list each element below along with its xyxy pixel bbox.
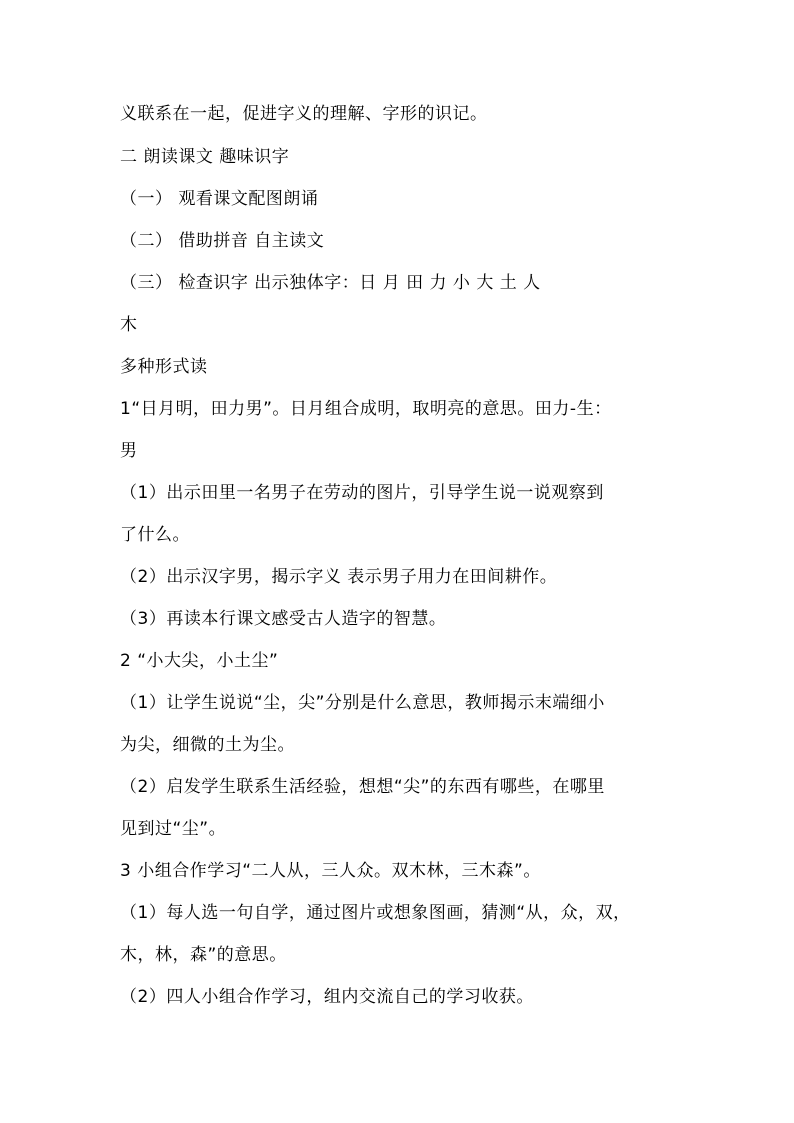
step-3-1: （1）每人选一句自学，通过图片或想象图画，猜测“从，众，双， bbox=[120, 903, 631, 923]
text-line-wrap-2: 男 bbox=[120, 441, 138, 461]
subsection-heading-2: （二） 借助拼音 自主读文 bbox=[120, 231, 325, 251]
text-line-1: 义联系在一起，促进字义的理解、字形的识记。 bbox=[120, 104, 488, 124]
subsection-heading-3: （三） 检查识字 出示独体字：日 月 田 力 小 大 土 人 bbox=[120, 273, 541, 293]
text-line-wrap-1: 木 bbox=[120, 315, 138, 335]
subsection-heading-1: （一） 观看课文配图朗诵 bbox=[120, 189, 319, 209]
item-heading-1: 1“日月明，田力男”。日月组合成明，取明亮的意思。田力-生： bbox=[120, 399, 612, 419]
step-2-1: （1）让学生说说“尘，尖”分别是什么意思，教师揭示末端细小 bbox=[120, 693, 605, 713]
step-3-2: （2）四人小组合作学习，组内交流自己的学习收获。 bbox=[120, 987, 534, 1007]
item-heading-2: 2 “小大尖，小土尘” bbox=[120, 651, 279, 671]
step-1-2: （2）出示汉字男，揭示字义 表示男子用力在田间耕作。 bbox=[120, 567, 558, 587]
step-1-1-wrap: 了什么。 bbox=[120, 525, 190, 545]
item-heading-3: 3 小组合作学习“二人从，三人众。双木林，三木森”。 bbox=[120, 861, 541, 881]
step-1-1: （1）出示田里一名男子在劳动的图片，引导学生说一说观察到 bbox=[120, 483, 604, 503]
section-heading-2: 二 朗读课文 趣味识字 bbox=[120, 147, 290, 167]
step-2-2: （2）启发学生联系生活经验，想想“尖”的东西有哪些，在哪里 bbox=[120, 777, 605, 797]
step-2-1-wrap: 为尖，细微的土为尘。 bbox=[120, 735, 295, 755]
step-1-3: （3）再读本行课文感受古人造字的智慧。 bbox=[120, 609, 447, 629]
text-line-2: 多种形式读 bbox=[120, 357, 208, 377]
step-2-2-wrap: 见到过“尘”。 bbox=[120, 819, 227, 839]
step-3-1-wrap: 木，林，森”的意思。 bbox=[120, 945, 287, 965]
